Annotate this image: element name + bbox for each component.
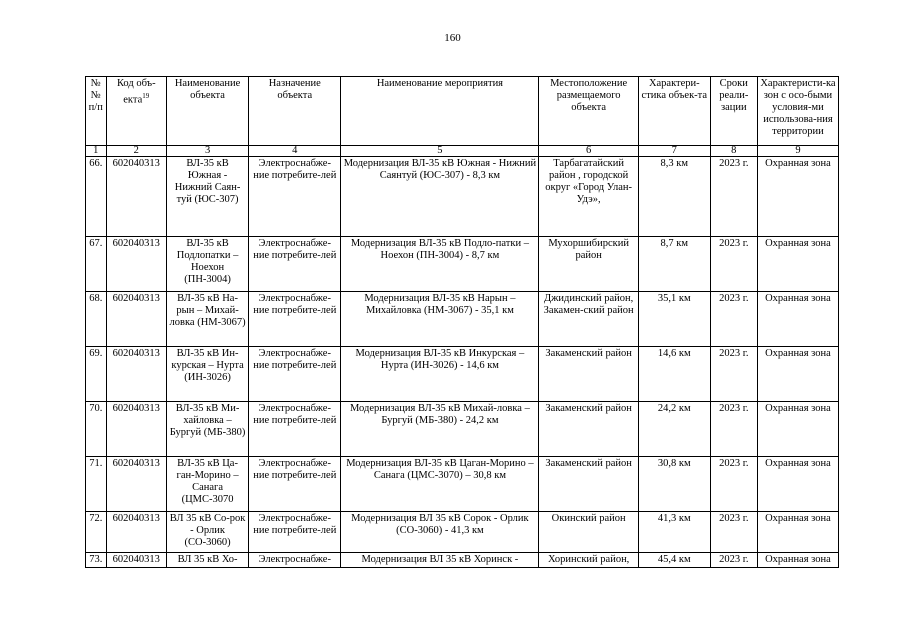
planning-table: [85, 76, 839, 568]
table-row: [86, 457, 839, 512]
zone-characteristic: Охранная зона: [757, 237, 838, 292]
object-characteristic: 14,6 км: [638, 347, 710, 402]
implementation-term: 2023 г.: [710, 157, 757, 237]
header-row: [86, 77, 839, 146]
object-code: 602040313: [106, 512, 167, 553]
row-number: 67.: [86, 237, 107, 292]
object-purpose: Электроснабже-ние потребите-лей: [249, 512, 341, 553]
object-location: Закаменский район: [539, 347, 639, 402]
object-characteristic: 45,4 км: [638, 553, 710, 568]
object-characteristic: 8,3 км: [638, 157, 710, 237]
object-characteristic: 35,1 км: [638, 292, 710, 347]
zone-characteristic: Охранная зона: [757, 347, 838, 402]
object-code: 602040313: [106, 292, 167, 347]
row-number: 73.: [86, 553, 107, 568]
object-location: Мухоршибирский район: [539, 237, 639, 292]
row-number: 68.: [86, 292, 107, 347]
object-code: 602040313: [106, 402, 167, 457]
event-name: Модернизация ВЛ 35 кВ Сорок - Орлик (СО-3060) - 41,3 км: [341, 512, 539, 553]
object-code: 602040313: [106, 237, 167, 292]
column-number: 7: [638, 146, 710, 157]
event-name: Модернизация ВЛ-35 кВ Инкурская – Нурта (ИН-3026) - 14,6 км: [341, 347, 539, 402]
header-code-label: Код объ-екта: [116, 78, 156, 106]
implementation-term: 2023 г.: [710, 237, 757, 292]
object-code: 602040313: [106, 157, 167, 237]
header-location: Местоположение размещаемого объекта: [539, 77, 639, 146]
zone-characteristic: Охранная зона: [757, 292, 838, 347]
column-number: 1: [86, 146, 107, 157]
object-location: Тарбагатайский район , городской округ «Город Улан-Удэ»,: [539, 157, 639, 237]
object-purpose: Электроснабже-ние потребите-лей: [249, 402, 341, 457]
object-code: 602040313: [106, 553, 167, 568]
column-number: 2: [106, 146, 167, 157]
object-location: Окинский район: [539, 512, 639, 553]
column-number: 8: [710, 146, 757, 157]
object-characteristic: 41,3 км: [638, 512, 710, 553]
event-name: Модернизация ВЛ-35 кВ Михай-ловка – Бургуй (МБ-380) - 24,2 км: [341, 402, 539, 457]
header-num: № № п/п: [86, 77, 107, 146]
object-name: ВЛ 35 кВ Хо-: [167, 553, 249, 568]
table-row: [86, 237, 839, 292]
object-characteristic: 8,7 км: [638, 237, 710, 292]
zone-characteristic: Охранная зона: [757, 402, 838, 457]
object-location: Закаменский район: [539, 457, 639, 512]
column-number: 6: [539, 146, 639, 157]
row-number: 72.: [86, 512, 107, 553]
object-characteristic: 30,8 км: [638, 457, 710, 512]
object-purpose: Электроснабже-ние потребите-лей: [249, 157, 341, 237]
event-name: Модернизация ВЛ-35 кВ Южная - Нижний Саянтуй (ЮС-307) - 8,3 км: [341, 157, 539, 237]
header-name: Наименование объекта: [167, 77, 249, 146]
object-location: Джидинский район, Закамен-ский район: [539, 292, 639, 347]
event-name: Модернизация ВЛ 35 кВ Хоринск -: [341, 553, 539, 568]
column-number: 5: [341, 146, 539, 157]
implementation-term: 2023 г.: [710, 553, 757, 568]
event-name: Модернизация ВЛ-35 кВ Подло-патки – Ноехон (ПН-3004) - 8,7 км: [341, 237, 539, 292]
implementation-term: 2023 г.: [710, 512, 757, 553]
column-number-row: [86, 146, 839, 157]
zone-characteristic: Охранная зона: [757, 157, 838, 237]
object-name: ВЛ-35 кВ Ми-хайловка – Бургуй (МБ-380): [167, 402, 249, 457]
zone-characteristic: Охранная зона: [757, 553, 838, 568]
implementation-term: 2023 г.: [710, 457, 757, 512]
table-row: [86, 553, 839, 568]
column-number: 3: [167, 146, 249, 157]
table-row: [86, 402, 839, 457]
table-row: [86, 292, 839, 347]
row-number: 70.: [86, 402, 107, 457]
zone-characteristic: Охранная зона: [757, 512, 838, 553]
zone-characteristic: Охранная зона: [757, 457, 838, 512]
object-name: ВЛ-35 кВ Южная - Нижний Саян-туй (ЮС-307): [167, 157, 249, 237]
object-name: ВЛ-35 кВ На-рын – Михай-ловка (НМ-3067): [167, 292, 249, 347]
header-code: [106, 77, 167, 146]
header-event: Наименование мероприятия: [341, 77, 539, 146]
object-purpose: Электроснабже-ние потребите-лей: [249, 347, 341, 402]
object-purpose: Электроснабже-ние потребите-лей: [249, 457, 341, 512]
object-purpose: Электроснабже-ние потребите-лей: [249, 237, 341, 292]
column-number: 4: [249, 146, 341, 157]
implementation-term: 2023 г.: [710, 347, 757, 402]
table-row: [86, 347, 839, 402]
row-number: 69.: [86, 347, 107, 402]
header-character: Характери-стика объек-та: [638, 77, 710, 146]
object-location: Хоринский район,: [539, 553, 639, 568]
object-name: ВЛ-35 кВ Ца-ган-Морино – Санага (ЦМС-3070: [167, 457, 249, 512]
column-number: 9: [757, 146, 838, 157]
object-characteristic: 24,2 км: [638, 402, 710, 457]
object-name: ВЛ-35 кВ Подлопатки – Ноехон (ПН-3004): [167, 237, 249, 292]
table-row: [86, 512, 839, 553]
implementation-term: 2023 г.: [710, 292, 757, 347]
object-purpose: Электроснабже-: [249, 553, 341, 568]
row-number: 66.: [86, 157, 107, 237]
header-terms: Сроки реали-зации: [710, 77, 757, 146]
implementation-term: 2023 г.: [710, 402, 757, 457]
table-row: [86, 157, 839, 237]
footnote-ref: 19: [142, 92, 150, 100]
page-number: 160: [444, 32, 461, 44]
event-name: Модернизация ВЛ-35 кВ Нарын – Михайловка (НМ-3067) - 35,1 км: [341, 292, 539, 347]
event-name: Модернизация ВЛ-35 кВ Цаган-Морино – Санага (ЦМС-3070) – 30,8 км: [341, 457, 539, 512]
object-code: 602040313: [106, 457, 167, 512]
header-zones: Характеристи-ка зон с осо-быми условия-ми использова-ния территории: [757, 77, 838, 146]
row-number: 71.: [86, 457, 107, 512]
object-code: 602040313: [106, 347, 167, 402]
header-purpose: Назначение объекта: [249, 77, 341, 146]
object-name: ВЛ-35 кВ Ин-курская – Нурта (ИН-3026): [167, 347, 249, 402]
object-name: ВЛ 35 кВ Со-рок - Орлик (СО-3060): [167, 512, 249, 553]
object-purpose: Электроснабже-ние потребите-лей: [249, 292, 341, 347]
object-location: Закаменский район: [539, 402, 639, 457]
